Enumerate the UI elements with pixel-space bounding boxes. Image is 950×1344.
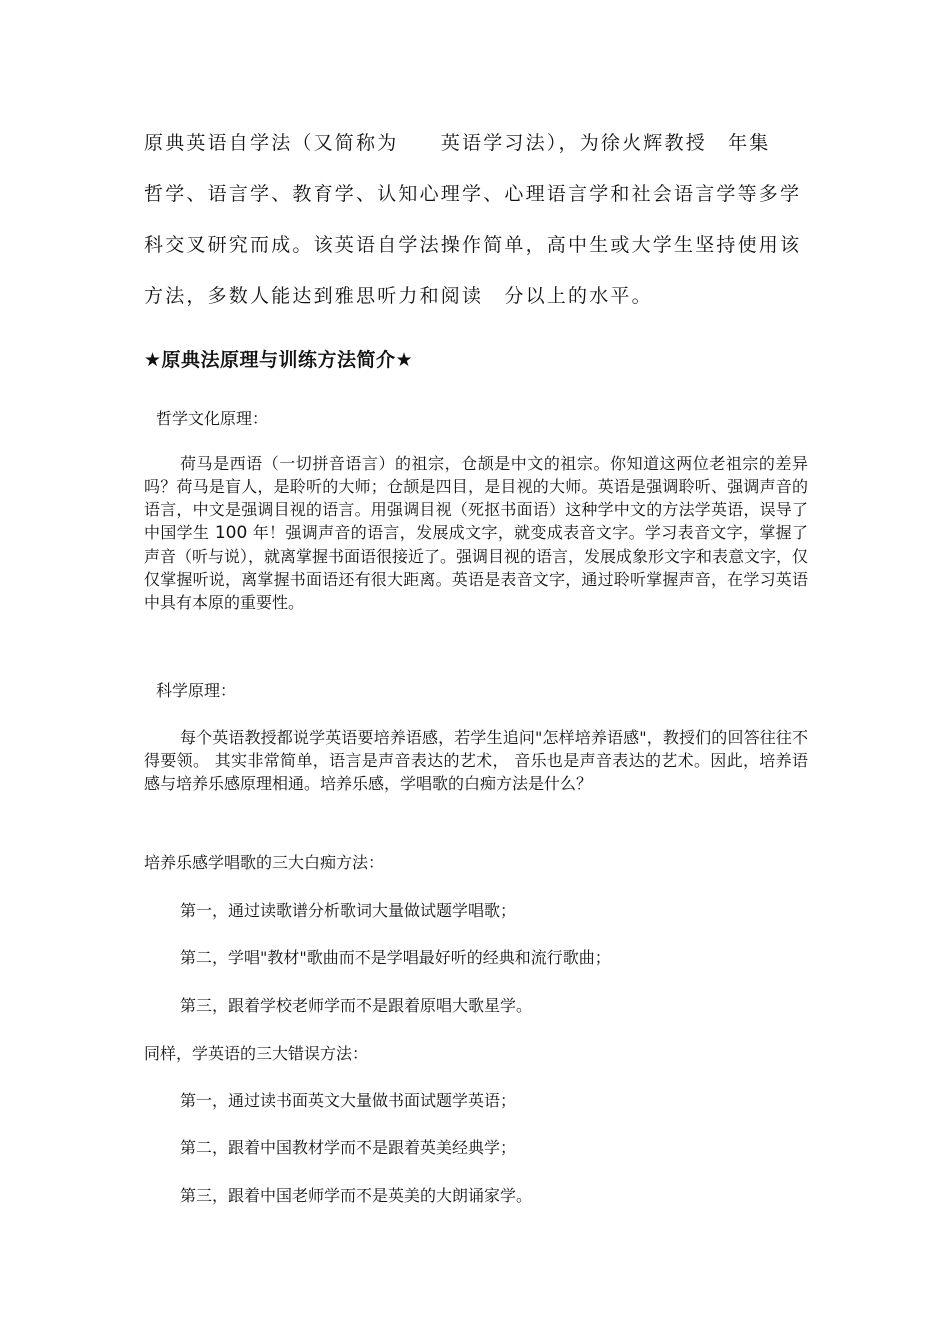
english-methods-title: 同样，学英语的三大错误方法：: [144, 1044, 369, 1063]
intro-line: 方法，多数人能达到雅思听力和阅读 分以上的水平。: [144, 285, 653, 307]
intro-paragraph: [144, 118, 816, 322]
music-method-item: 第二，学唱"教材"歌曲而不是学唱最好听的经典和流行歌曲；: [180, 948, 611, 967]
science-paragraph: [144, 726, 808, 795]
section-heading: ★原典法原理与训练方法简介★: [144, 349, 414, 371]
intro-line: 哲学、语言学、教育学、认知心理学、心理语言学和社会语言学等多学: [144, 183, 802, 205]
intro-line: 原典英语自学法（又简称为 英语学习法），为徐火辉教授 年集: [144, 132, 771, 154]
philosophy-paragraph: [144, 452, 808, 614]
intro-line: 科交叉研究而成。该英语自学法操作简单，高中生或大学生坚持使用该: [144, 234, 802, 256]
english-method-item: 第二，跟着中国教材学而不是跟着英美经典学；: [180, 1138, 517, 1157]
philosophy-text-part: 荷马是西语（一切拼音语言）的祖宗，仓颉是中文的祖宗。你知道这两位老祖宗的差异吗？荷马是盲人，是聆听的大师；仓颉是四目，是目视的大师。英语是强调聆听、强调声音的语言，中文是强调目视的语言。用强调目视（死抠书面语）这种学中文的方法学英语，误导了中国学生: [144, 454, 808, 542]
science-text: 每个英语教授都说学英语要培养语感，若学生追问"怎样培养语感"，教授们的回答往往不得要领。 其实非常简单，语言是声音表达的艺术， 音乐也是声音表达的艺术。因此，培养语感与培养乐感原理相通。培养乐感，学唱歌的白痴方法是什么？: [144, 728, 808, 793]
english-method-item: 第一，通过读书面英文大量做书面试题学英语；: [180, 1091, 517, 1110]
science-label: 科学原理：: [156, 681, 237, 700]
years-number: 100: [214, 523, 248, 543]
philosophy-text-part: 年！强调声音的语言，发展成文字，就变成表音文字。学习表音文字，掌握了声音（听与说），就离掌握书面语很接近了。强调目视的语言，发展成象形文字和表意文字，仅仅掌握听说，离掌握书面语还有很大距离。英语是表音文字，通过聆听掌握声音，在学习英语中具有本原的重要性。: [144, 523, 809, 612]
philosophy-label: 哲学文化原理：: [156, 409, 269, 428]
english-method-item: 第三，跟着中国老师学而不是英美的大朗诵家学。: [180, 1186, 533, 1205]
music-method-item: 第一，通过读歌谱分析歌词大量做试题学唱歌；: [180, 901, 517, 920]
music-methods-title: 培养乐感学唱歌的三大白痴方法：: [144, 853, 385, 872]
music-method-item: 第三，跟着学校老师学而不是跟着原唱大歌星学。: [180, 996, 533, 1015]
